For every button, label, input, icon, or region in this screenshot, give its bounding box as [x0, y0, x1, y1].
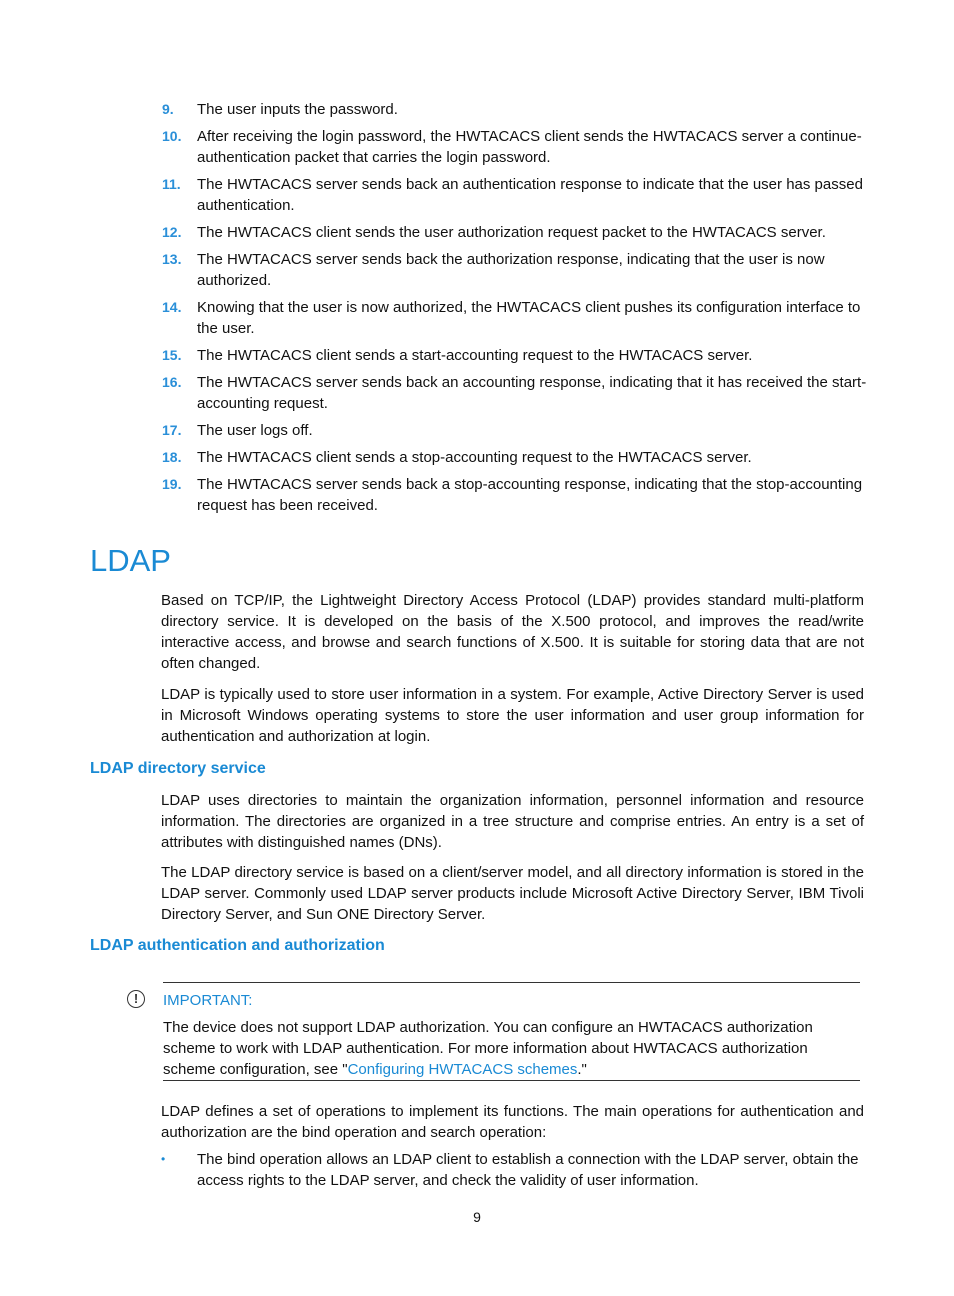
bullet-icon: • — [161, 1152, 166, 1166]
important-exclamation-icon: ! — [127, 990, 145, 1008]
step-text: The HWTACACS server sends back an accounting response, indicating that it has received the start-accounting request. — [197, 374, 867, 412]
important-note — [163, 1017, 863, 1080]
list-item — [162, 474, 868, 516]
section-heading-ldap: LDAP — [90, 543, 171, 578]
step-text: The HWTACACS client sends the user authorization request packet to the HWTACACS server. — [197, 224, 826, 241]
step-text: Knowing that the user is now authorized, the HWTACACS client pushes its configuration interface to the user. — [197, 299, 861, 337]
step-number: 15. — [162, 347, 182, 363]
step-number: 12. — [162, 224, 182, 240]
step-number: 17. — [162, 422, 182, 438]
step-number: 13. — [162, 251, 182, 267]
page-number: 9 — [473, 1209, 481, 1225]
list-item — [162, 447, 868, 468]
important-text: The device does not support LDAP authorization. You can configure an HWTACACS authorization scheme to work with LDAP authentication. For more information about HWTACACS authorization scheme configuration, see " — [163, 1019, 813, 1078]
list-item — [162, 126, 868, 168]
step-text: The HWTACACS server sends back an authentication response to indicate that the user has passed authentication. — [197, 176, 863, 214]
step-text: The user logs off. — [197, 422, 313, 439]
step-number: 11. — [162, 176, 181, 192]
important-label: IMPORTANT: — [163, 992, 253, 1009]
step-text: The HWTACACS server sends back the authorization response, indicating that the user is now authorized. — [197, 251, 825, 289]
important-bottom-rule — [163, 1080, 860, 1081]
bullet-text: The bind operation allows an LDAP client to establish a connection with the LDAP server, obtain the access rights to the LDAP server, and check the validity of user information. — [197, 1151, 859, 1189]
step-text: The user inputs the password. — [197, 101, 398, 118]
step-number: 19. — [162, 476, 182, 492]
step-number: 16. — [162, 374, 182, 390]
step-number: 18. — [162, 449, 182, 465]
auth-paragraph-1: LDAP defines a set of operations to implement its functions. The main operations for authentication and authorization are the bind operation and search operation: — [161, 1103, 864, 1141]
subsection-heading-directory-service: LDAP directory service — [90, 760, 266, 777]
step-text: After receiving the login password, the HWTACACS client sends the HWTACACS server a continue-authentication packet that carries the login password. — [197, 128, 862, 166]
configuring-hwtacacs-link[interactable]: Configuring HWTACACS schemes — [347, 1061, 578, 1078]
list-item — [162, 372, 868, 414]
list-item — [162, 99, 868, 120]
list-item — [162, 174, 868, 216]
list-item — [162, 297, 868, 339]
step-text: The HWTACACS server sends back a stop-accounting response, indicating that the stop-accounting request has been received. — [197, 476, 863, 514]
step-text: The HWTACACS client sends a stop-accounting request to the HWTACACS server. — [197, 449, 752, 466]
step-number: 10. — [162, 128, 182, 144]
list-item — [162, 420, 868, 441]
ldap-paragraph-2: LDAP is typically used to store user information in a system. For example, Active Directory Server is used in Microsoft Windows operating systems to store the user information and user group information for authentication and authorization at login. — [161, 686, 864, 745]
list-item — [161, 1149, 864, 1191]
list-item — [162, 222, 868, 243]
directory-paragraph-2: The LDAP directory service is based on a client/server model, and all directory information is stored in the LDAP server. Commonly used LDAP server products include Microsoft Active Directory Server, IBM Tivoli Directory Server, and Sun ONE Directory Server. — [161, 864, 864, 923]
list-item — [162, 249, 868, 291]
numbered-step-list — [162, 99, 868, 522]
step-number: 14. — [162, 299, 182, 315]
important-top-rule — [163, 982, 860, 983]
directory-paragraph-1: LDAP uses directories to maintain the organization information, personnel information and resource information. The directories are organized in a tree structure and comprise entries. An entry is a set of attributes with distinguished names (DNs). — [161, 792, 864, 851]
list-item — [162, 345, 868, 366]
step-text: The HWTACACS client sends a start-accounting request to the HWTACACS server. — [197, 347, 753, 364]
important-tail: ." — [577, 1061, 587, 1078]
step-number: 9. — [162, 101, 174, 117]
subsection-heading-authentication: LDAP authentication and authorization — [90, 937, 385, 954]
ldap-paragraph-1: Based on TCP/IP, the Lightweight Directory Access Protocol (LDAP) provides standard multi-platform directory service. It is developed on the basis of the X.500 protocol, and improves the read/write interactive access, and browse and search functions of X.500. It is suitable for storing data that are not often changed. — [161, 592, 864, 672]
